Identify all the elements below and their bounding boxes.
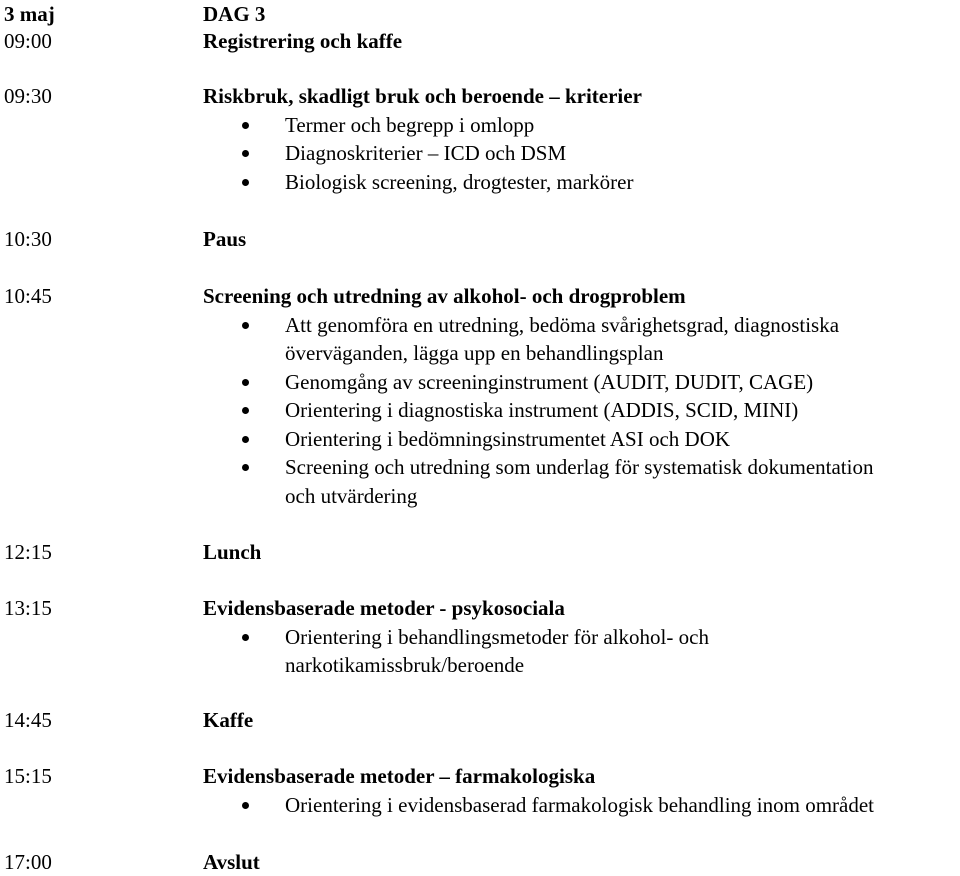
bullet-text: narkotikamissbruk/beroende	[285, 653, 525, 677]
bullet-item	[0, 139, 960, 167]
bullet-item-continuation	[0, 482, 960, 510]
session-title: Screening och utredning av alkohol- och drogproblem	[203, 284, 686, 308]
bullet-text: och utvärdering	[285, 483, 418, 508]
session-time: 13:15	[4, 596, 52, 620]
session-time: 10:45	[4, 284, 52, 308]
bullet-item	[0, 791, 960, 819]
session-header	[0, 538, 960, 566]
bullet-icon	[240, 425, 250, 453]
bullet-text: Orientering i bedömningsinstrumentet ASI och DOK	[285, 426, 731, 451]
bullet-text: Diagnoskriterier – ICD och DSM	[285, 141, 567, 165]
session-title: Kaffe	[203, 708, 254, 732]
bullet-icon	[240, 139, 250, 167]
session-title: Paus	[203, 227, 247, 251]
bullet-item	[0, 168, 960, 196]
session-time: 17:00	[4, 850, 52, 874]
bullet-icon	[240, 168, 250, 196]
session-header	[0, 762, 960, 790]
session-title: Riskbruk, skadligt bruk och beroende – kriterier	[203, 84, 642, 108]
bullet-item	[0, 396, 960, 424]
bullet-item	[0, 368, 960, 396]
bullet-item	[0, 111, 960, 139]
bullet-text: Genomgång av screeninginstrument (AUDIT, DUDIT, CAGE)	[285, 369, 814, 394]
session-time: 15:15	[4, 764, 52, 788]
bullet-text: Orientering i behandlingsmetoder för alkohol- och	[285, 624, 709, 649]
bullet-text: Orientering i evidensbaserad farmakologisk behandling inom området	[285, 792, 874, 817]
bullet-item	[0, 311, 960, 339]
bullet-icon	[240, 396, 250, 424]
bullet-icon	[240, 111, 250, 139]
session-title: Registrering och kaffe	[203, 29, 403, 53]
bullet-icon	[240, 368, 250, 396]
session-header	[0, 706, 960, 734]
session-title: Evidensbaserade metoder - psykosociala	[203, 596, 565, 620]
session-time: 10:30	[4, 227, 52, 251]
session-header	[0, 82, 960, 110]
session-header	[0, 225, 960, 253]
bullet-text: Screening och utredning som underlag för systematisk dokumentation	[285, 455, 874, 479]
bullet-text: Biologisk screening, drogtester, markörer	[285, 169, 634, 194]
session-time: 14:45	[4, 708, 52, 732]
session-header	[0, 594, 960, 622]
day-header	[0, 0, 960, 28]
bullet-icon	[240, 311, 250, 339]
bullet-item	[0, 425, 960, 453]
bullet-item	[0, 623, 960, 651]
bullet-item	[0, 453, 960, 481]
bullet-item-continuation	[0, 339, 960, 367]
session-time: 09:30	[4, 84, 52, 108]
bullet-text: Att genomföra en utredning, bedöma svårighetsgrad, diagnostiska	[285, 312, 840, 337]
session-title: Evidensbaserade metoder – farmakologiska	[203, 764, 596, 788]
session-title: Avslut	[203, 850, 260, 874]
bullet-icon	[240, 623, 250, 651]
bullet-icon	[240, 453, 250, 481]
session-time: 12:15	[4, 540, 52, 564]
bullet-text: Orientering i diagnostiska instrument (ADDIS, SCID, MINI)	[285, 398, 799, 422]
bullet-item-continuation	[0, 651, 960, 679]
date-label: 3 maj	[4, 2, 55, 26]
bullet-icon	[240, 791, 250, 819]
session-header	[0, 27, 960, 55]
bullet-text: överväganden, lägga upp en behandlingsplan	[285, 341, 664, 365]
session-time: 09:00	[4, 29, 52, 53]
session-header	[0, 282, 960, 310]
bullet-text: Termer och begrepp i omlopp	[285, 112, 535, 137]
session-title: Lunch	[203, 540, 262, 564]
day-label: DAG 3	[203, 2, 266, 26]
